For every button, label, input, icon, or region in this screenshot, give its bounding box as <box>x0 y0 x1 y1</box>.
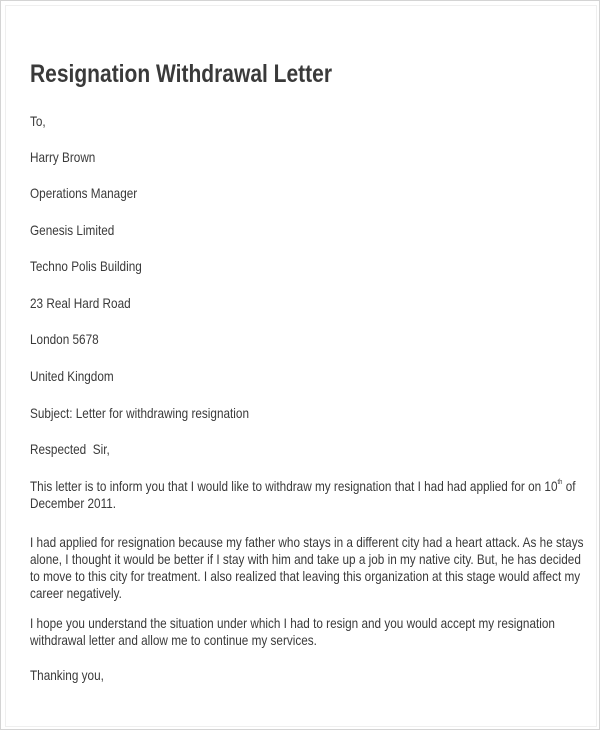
paragraph-3 <box>30 615 568 649</box>
salutation-to: To, <box>30 113 46 129</box>
subject-line: Subject: Letter for withdrawing resignation <box>30 405 249 421</box>
paragraph-1-text: This letter is to inform you that I would like to withdraw my resignation that I had had applied for on 10 <box>30 478 558 494</box>
paragraph-1 <box>30 478 576 512</box>
recipient-street: 23 Real Hard Road <box>30 295 131 311</box>
paragraph-1-line-2: December 2011. <box>30 495 117 511</box>
recipient-position: Operations Manager <box>30 185 138 201</box>
closing: Thanking you, <box>30 667 104 683</box>
greeting: Respected Sir, <box>30 441 110 457</box>
recipient-country: United Kingdom <box>30 368 114 384</box>
paragraph-3-line-1: I hope you understand the situation under which I had to resign and you would accept my resignation <box>30 615 555 631</box>
paragraph-1-text-end: of <box>562 478 576 494</box>
recipient-company: Genesis Limited <box>30 222 115 238</box>
paragraph-2-line-3: to move to this city for treatment. I also realized that leaving this organization at this stage would affect my <box>30 568 581 584</box>
paragraph-1-line-1 <box>30 478 576 495</box>
recipient-building: Techno Polis Building <box>30 258 142 274</box>
recipient-city: London 5678 <box>30 331 99 347</box>
paragraph-2-line-1: I had applied for resignation because my father who stays in a different city had a heart attack. As he stays <box>30 534 584 550</box>
recipient-name: Harry Brown <box>30 149 96 165</box>
paragraph-2 <box>30 534 584 602</box>
ordinal-superscript: th <box>557 479 563 486</box>
paragraph-2-line-4: career negatively. <box>30 585 122 601</box>
paragraph-2-line-2: alone, I thought it would be better if I stay with him and take up a job in my native city. But, he has decided <box>30 551 581 567</box>
letter-title: Resignation Withdrawal Letter <box>30 60 333 88</box>
paragraph-3-line-2: withdrawal letter and allow me to continue my services. <box>30 632 317 648</box>
